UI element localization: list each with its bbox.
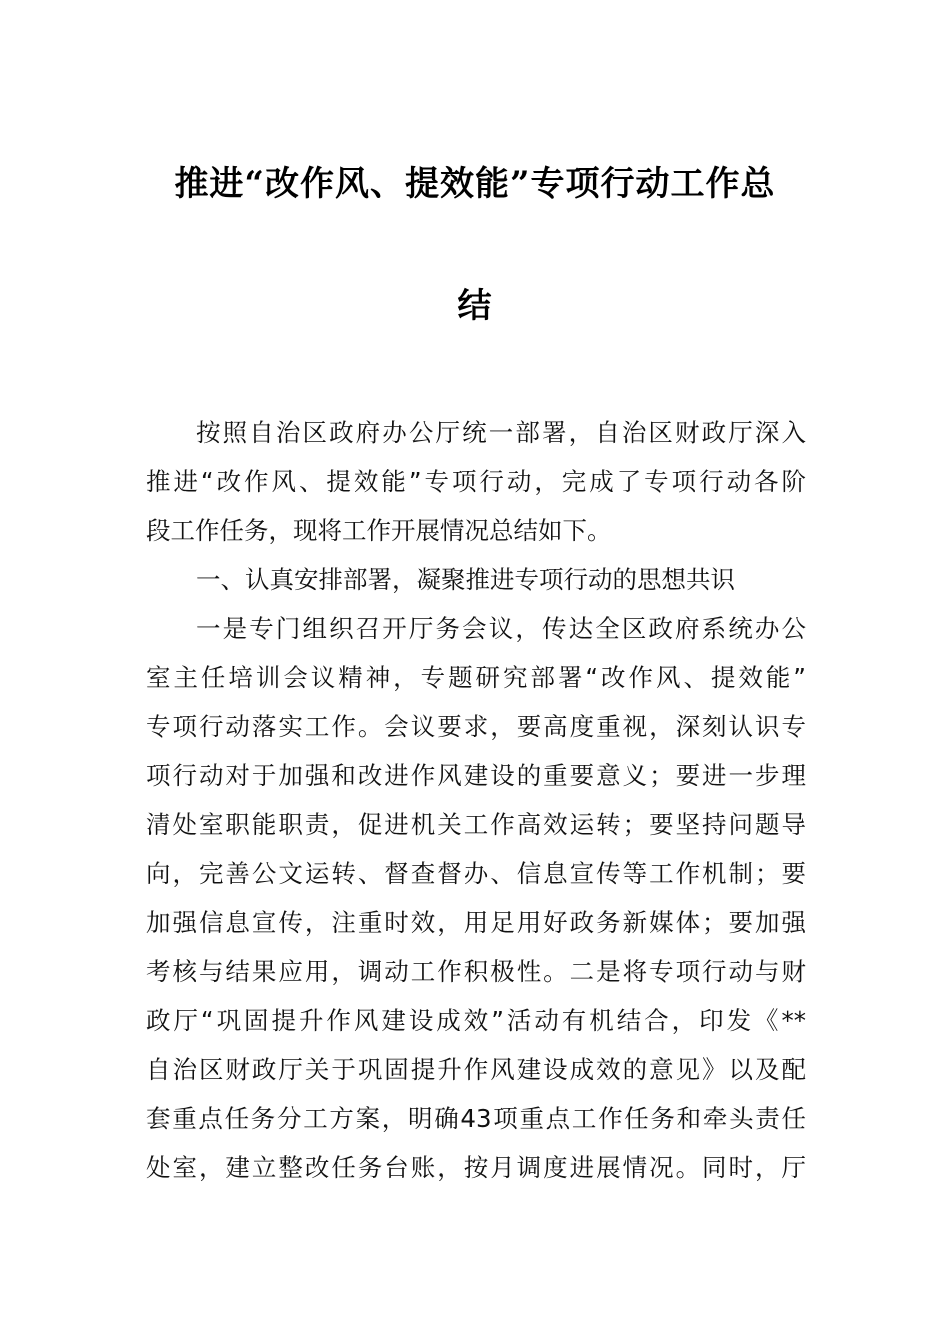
paragraph-line: 一是专门组织召开厅务会议，传达全区政府系统办公	[196, 614, 806, 643]
paragraph-line: 清处室职能职责，促进机关工作高效运转；要坚持问题导	[146, 810, 806, 839]
paragraph-line: 专项行动落实工作。会议要求，要高度重视，深刻认识专	[146, 712, 806, 741]
paragraph-line: 考核与结果应用，调动工作积极性。二是将专项行动与财	[146, 957, 806, 986]
paragraph-line: 向，完善公文运转、督查督办、信息宣传等工作机制；要	[146, 859, 806, 888]
document-title-line-1: 推进“改作风、提效能”专项行动工作总	[174, 164, 776, 204]
document-title-line-2: 结	[457, 286, 493, 326]
paragraph-line: 按照自治区政府办公厅统一部署，自治区财政厅深入	[196, 418, 806, 447]
paragraph-line: 加强信息宣传，注重时效，用足用好政务新媒体；要加强	[146, 908, 806, 937]
paragraph-line: 推进“改作风、提效能”专项行动，完成了专项行动各阶	[146, 467, 806, 496]
paragraph-line: 套重点任务分工方案，明确43项重点工作任务和牵头责任	[146, 1104, 806, 1133]
section-heading: 一、认真安排部署，凝聚推进专项行动的思想共识	[196, 565, 735, 594]
paragraph-line: 室主任培训会议精神，专题研究部署“改作风、提效能”	[146, 663, 806, 692]
paragraph-line: 政厅“巩固提升作风建设成效”活动有机结合，印发《**	[146, 1006, 806, 1035]
paragraph-line: 项行动对于加强和改进作风建设的重要意义；要进一步理	[146, 761, 806, 790]
paragraph-line: 自治区财政厅关于巩固提升作风建设成效的意见》以及配	[146, 1055, 806, 1084]
paragraph-line: 处室，建立整改任务台账，按月调度进展情况。同时，厅	[146, 1153, 806, 1182]
paragraph-line: 段工作任务，现将工作开展情况总结如下。	[146, 516, 612, 545]
